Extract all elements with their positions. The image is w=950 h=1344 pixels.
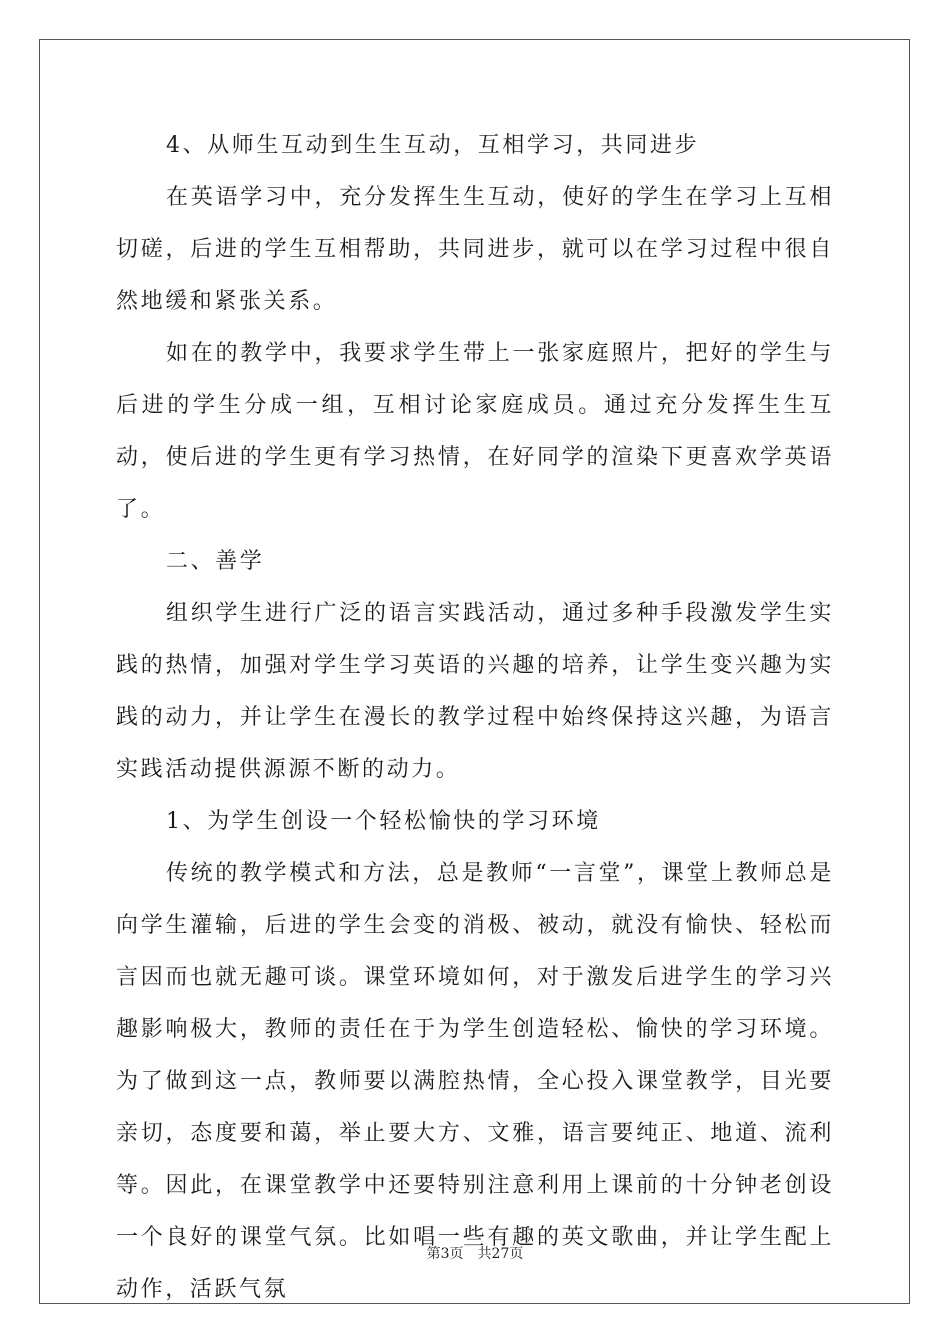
section-heading-shanxue: 二、善学: [166, 549, 265, 574]
paragraph: 在英语学习中，充分发挥生生互动，使好的学生在学习上互相切磋，后进的学生互相帮助，共同进步，就可以在学习过程中很自然地缓和紧张关系。: [116, 185, 834, 314]
paragraph: 组织学生进行广泛的语言实践活动，通过多种手段激发学生实践的热情，加强对学生学习英语的兴趣的培养，让学生变兴趣为实践的动力，并让学生在漫长的教学过程中始终保持这兴趣，为语言实践活动提供源源不断的动力。: [116, 601, 834, 782]
total-pages: 共27页: [477, 1246, 524, 1262]
paragraph: 如在的教学中，我要求学生带上一张家庭照片，把好的学生与后进的学生分成一组，互相讨论家庭成员。通过充分发挥生生互动，使后进的学生更有学习热情，在好同学的渲染下更喜欢学英语了。: [116, 341, 834, 522]
paragraph: 传统的教学模式和方法，总是教师“一言堂”，课堂上教师总是向学生灌输，后进的学生会变的消极、被动，就没有愉快、轻松而言因而也就无趣可谈。课堂环境如何，对于激发后进学生的学习兴趣影响极大，教师的责任在于为学生创造轻松、愉快的学习环境。为了做到这一点，教师要以满腔热情，全心投入课堂教学，目光要亲切，态度要和蔼，举止要大方、文雅，语言要纯正、地道、流利等。因此，在课堂教学中还要特别注意利用上课前的十分钟老创设一个良好的课堂气氛。比如唱一些有趣的英文歌曲，并让学生配上动作，活跃气氛: [116, 861, 834, 1302]
paragraph-heading-environment: 1、为学生创设一个轻松愉快的学习环境: [166, 809, 601, 834]
page-footer: [0, 1244, 950, 1264]
document-body: [116, 120, 834, 1316]
page-number: 第3页: [426, 1246, 464, 1262]
paragraph-heading-interaction: 4、从师生互动到生生互动，互相学习，共同进步: [166, 133, 700, 158]
